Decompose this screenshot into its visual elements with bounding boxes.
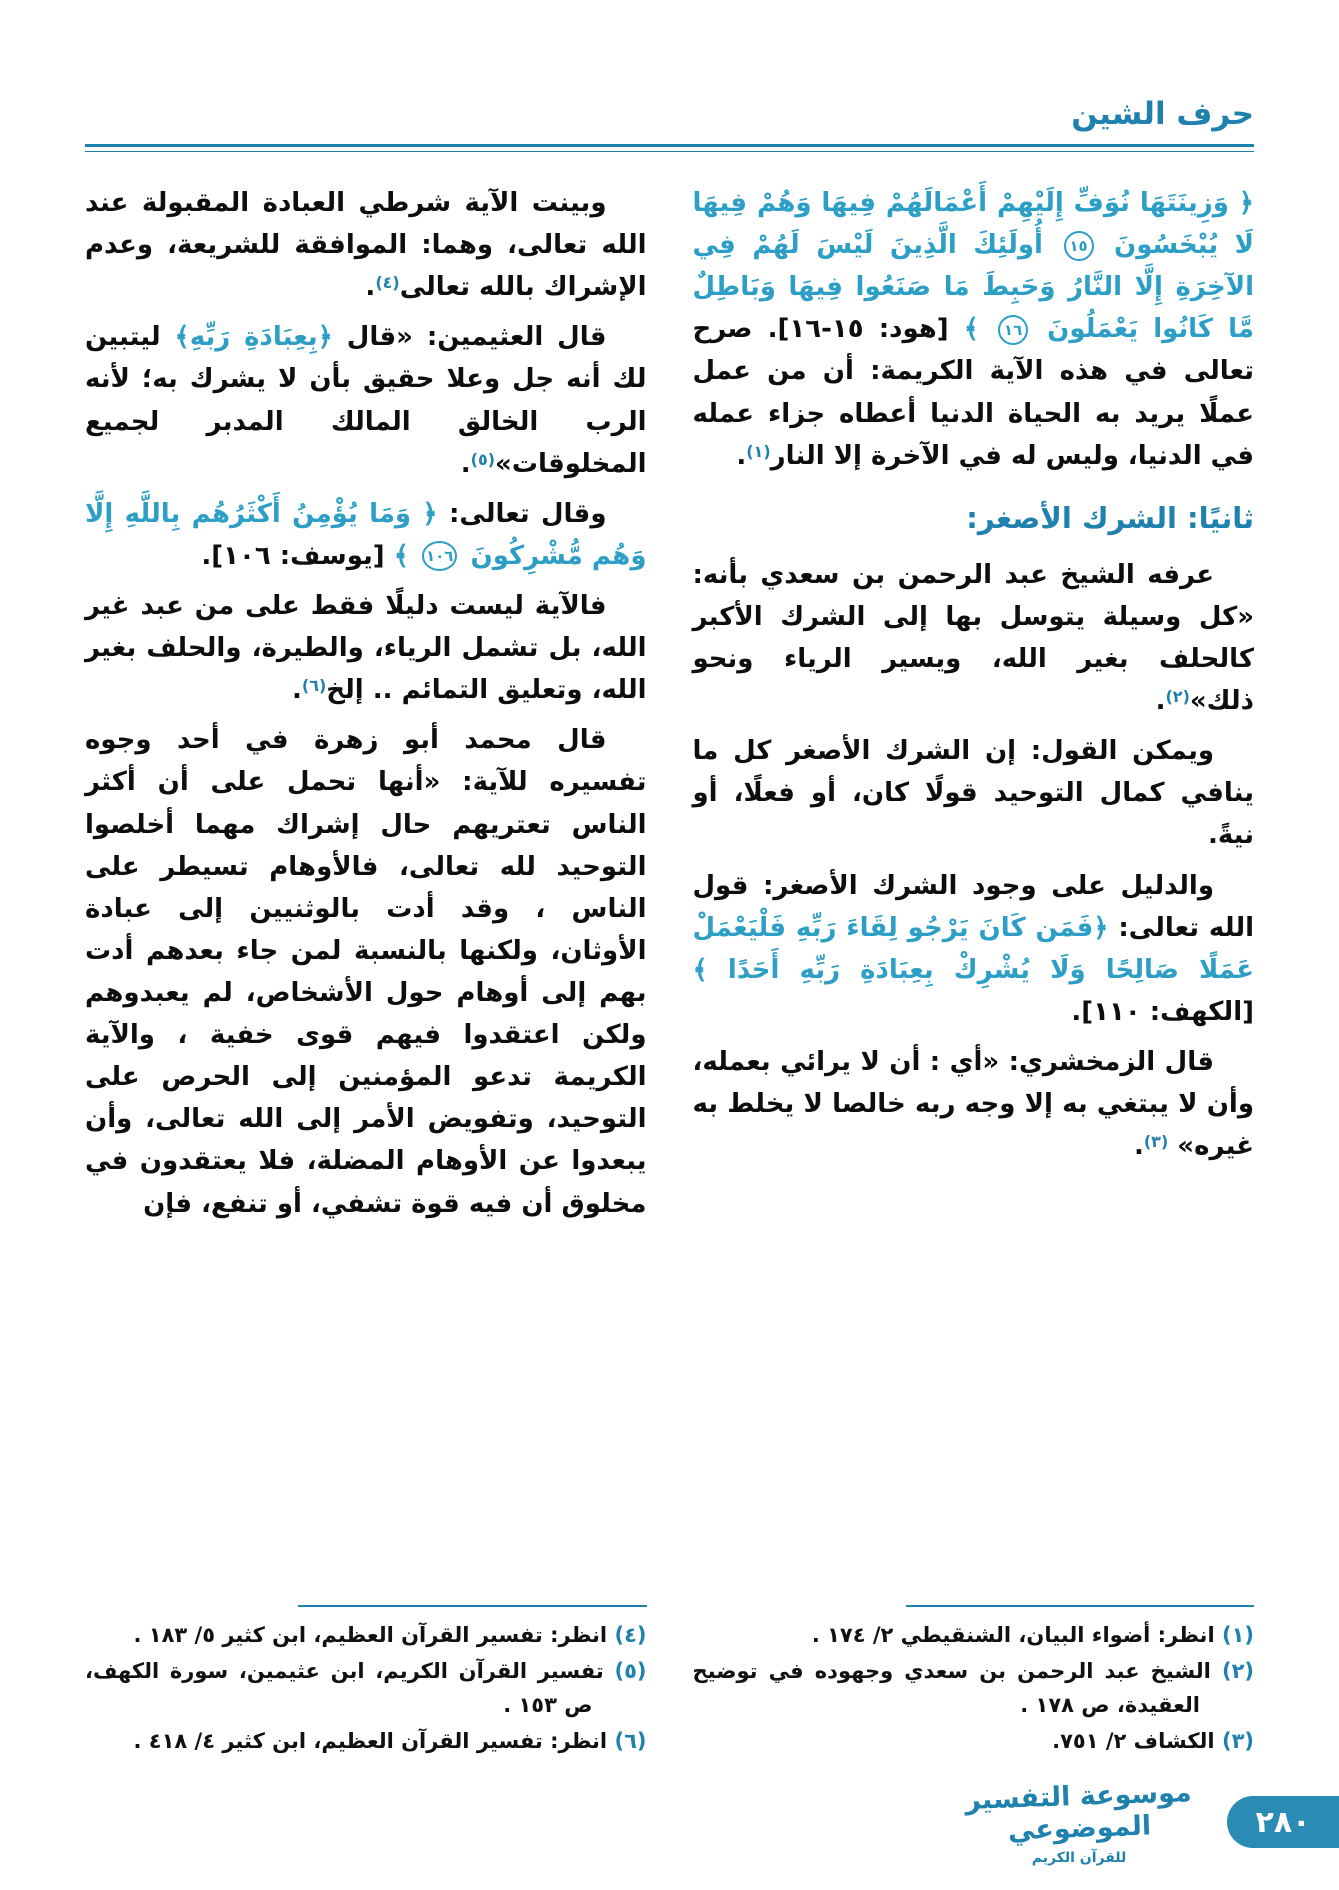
paragraph — [85, 493, 647, 577]
footnote-list — [85, 1619, 647, 1759]
text-run: [هود: ١٥-١٦]. صرح تعالى في هذه الآية الكريمة: أن من عمل عملًا يريد به الحياة الدنيا أعطاه جزاء عمله في الدنيا، وليس له في الآخرة إلا النار — [692, 314, 1254, 471]
content-columns — [0, 182, 1339, 1762]
column-left-paragraphs — [85, 182, 647, 1233]
paragraph — [693, 865, 1255, 1033]
header-rule-thick — [85, 144, 1254, 147]
quran-verse-text: ﴿ وَمَا يُؤْمِنُ أَكْثَرُهُم بِاللَّهِ إِلَّا وَهُم مُّشْرِكُونَ — [85, 498, 647, 571]
footnote-marker: (٥) — [470, 449, 496, 469]
paragraph — [85, 585, 647, 711]
text-run: [الكهف: ١١٠]. — [1071, 996, 1254, 1027]
footnote — [85, 1655, 647, 1722]
quran-verse-text: ﴾ — [393, 540, 418, 571]
page-header — [0, 0, 1339, 152]
footnote — [693, 1655, 1255, 1722]
footnote-number: (٣) — [1214, 1729, 1254, 1754]
column-left-footnotes — [85, 1597, 647, 1762]
paragraph — [85, 719, 647, 1224]
paragraph — [693, 730, 1255, 856]
footnote-marker: (٤) — [375, 273, 400, 293]
text-run: قال الزمخشري: «أي : أن لا يرائي بعمله، وأن لا يبتغي به إلا وجه ربه خالصا لا يخلط به غيره» — [692, 1046, 1254, 1162]
footnote-text: الشيخ عبد الرحمن بن سعدي وجهوده في توضيح العقيدة، ص ١٧٨ . — [692, 1659, 1211, 1717]
text-run: . — [460, 448, 471, 479]
quran-verse-text: ﴾ — [963, 314, 995, 345]
chapter-title: حرف الشين — [1071, 96, 1254, 132]
quran-verse-text: أُولَئِكَ الَّذِينَ لَيْسَ لَهُمْ فِي الآخِرَةِ إِلَّا النَّارُ وَحَبِطَ مَا صَنَعُوا فِيهَا وَبَاطِلٌ مَّا كَانُوا يَعْمَلُونَ — [692, 230, 1254, 345]
quran-verse-text: ﴿بِعِبَادَةِ رَبِّهِ﴾ — [174, 322, 333, 353]
footnote-text: تفسير القرآن الكريم، ابن عثيمين، سورة الكهف، ص ١٥٣ . — [85, 1659, 604, 1717]
footnote-number: (٥) — [603, 1659, 647, 1684]
header-rule — [85, 144, 1254, 152]
paragraph — [85, 182, 647, 308]
text-run: فالآية ليست دليلًا فقط على من عبد غير الله، بل تشمل الرياء، والطيرة، والحلف بغير الله، وتعليق التمائم .. إلخ — [85, 590, 647, 706]
text-run: . — [292, 675, 302, 706]
footnote-number: (٤) — [607, 1622, 647, 1647]
text-run: . — [1155, 686, 1166, 717]
header-rule-thin — [85, 151, 1254, 152]
column-right-footnotes — [693, 1597, 1255, 1762]
footnote-number: (٢) — [1210, 1659, 1254, 1684]
heading-text: ثانيًا: الشرك الأصغر: — [966, 500, 1254, 535]
column-right — [693, 182, 1255, 1762]
text-run: ويمكن القول: إن الشرك الأصغر كل ما ينافي كمال التوحيد قولًا كان، أو فعلًا، أو نيةً. — [692, 736, 1254, 851]
footnote — [85, 1725, 647, 1759]
text-run: . — [1133, 1131, 1144, 1162]
text-run: وقال تعالى: — [437, 498, 607, 529]
quran-verse-text: ﴿فَمَن كَانَ يَرْجُو لِقَاءَ رَبِّهِ فَلْيَعْمَلْ عَمَلًا صَالِحًا وَلَا يُشْرِكْ بِعِبَادَةِ رَبِّهِ أَحَدًا ﴾ — [692, 912, 1254, 985]
page-number-badge — [1227, 1796, 1339, 1848]
paragraph — [85, 316, 647, 484]
paragraph — [693, 554, 1255, 722]
ayah-number: ١٠٦ — [422, 541, 457, 571]
footnote-marker: (٣) — [1143, 1132, 1169, 1152]
column-left — [85, 182, 647, 1762]
ayah-number: ١٦ — [998, 315, 1028, 345]
footnote-marker: (١) — [746, 441, 771, 461]
text-run: قال العثيمين: «قال — [332, 322, 607, 353]
text-run: ليتبين لك أنه جل وعلا حقيق بأن لا يشرك به؛ لأنه الرب الخالق المالك المدبر لجميع المخلوقات» — [85, 322, 647, 479]
footnote — [693, 1619, 1255, 1653]
text-run: . — [736, 440, 747, 471]
publisher-logo — [959, 1777, 1199, 1866]
paragraph — [693, 1041, 1255, 1167]
publisher-logo-subtitle: للقرآن الكريم — [1031, 1850, 1127, 1866]
footnote-number: (١) — [1214, 1622, 1254, 1647]
footnote-list — [693, 1619, 1255, 1759]
footnote-text: الكشاف ٢/ ٧٥١. — [1052, 1729, 1215, 1754]
footnote — [693, 1725, 1255, 1759]
footnote-separator — [298, 1605, 646, 1607]
text-run: قال محمد أبو زهرة في أحد وجوه تفسيره للآية: «أنها تحمل على أن أكثر الناس تعتريهم حال إشراك مهما أخلصوا التوحيد لله تعالى، فالأوهام تسيطر على الناس ، وقد أدت بالوثنيين إلى عبادة الأوثان، ولكنها بالنسبة لمن جاء بعدهم أدت بهم إلى أوهام حول الأشخاص، لم يعبدوهم ولكن اعتقدوا فيهم قوى خفية ، والآية الكريمة تدعو المؤمنين إلى الحرص على التوحيد، وتفويض الأمر إلى الله تعالى، وأن يبعدوا عن الأوهام المضلة، فلا يعتقدون في مخلوق أن فيه قوة تشفي، أو تنفع، فإن — [85, 725, 647, 1219]
footnote-text: انظر: تفسير القرآن العظيم، ابن كثير ٤/ ٤١٨ . — [133, 1729, 608, 1754]
footnote-number: (٦) — [607, 1729, 647, 1754]
footnote-text: انظر: أضواء البيان، الشنقيطي ٢/ ١٧٤ . — [811, 1622, 1215, 1647]
footnote — [85, 1619, 647, 1653]
text-run: والدليل على وجود الشرك الأصغر: قول الله تعالى: — [692, 870, 1254, 943]
text-run: . — [365, 272, 376, 303]
footnote-separator — [906, 1605, 1254, 1607]
page-number: ٢٨٠ — [1255, 1804, 1311, 1840]
footnote-marker: (٦) — [301, 676, 327, 696]
publisher-logo-title: موسوعة التفسير الموضوعي — [964, 1777, 1193, 1848]
text-run: [يوسف: ١٠٦]. — [201, 540, 394, 571]
column-right-paragraphs — [693, 182, 1255, 1175]
footnote-marker: (٢) — [1165, 687, 1190, 707]
section-heading — [693, 495, 1255, 542]
text-run: عرفه الشيخ عبد الرحمن بن سعدي بأنه: «كل وسيلة يتوسل بها إلى الشرك الأكبر كالحلف بغير الله، ويسير الرياء ونحو ذلك» — [692, 559, 1254, 717]
footnote-text: انظر: تفسير القرآن العظيم، ابن كثير ٥/ ١٨٣ . — [133, 1622, 608, 1647]
ayah-number: ١٥ — [1064, 231, 1094, 261]
text-run: وبينت الآية شرطي العبادة المقبولة عند الله تعالى، وهما: الموافقة للشريعة، وعدم الإشراك بالله تعالى — [85, 188, 647, 303]
paragraph — [693, 182, 1255, 477]
quran-verse-text: ﴿ وَزِينَتَهَا نُوَفِّ إِلَيْهِمْ أَعْمَالَهُمْ فِيهَا وَهُمْ فِيهَا لَا يُبْخَسُونَ — [692, 188, 1255, 261]
